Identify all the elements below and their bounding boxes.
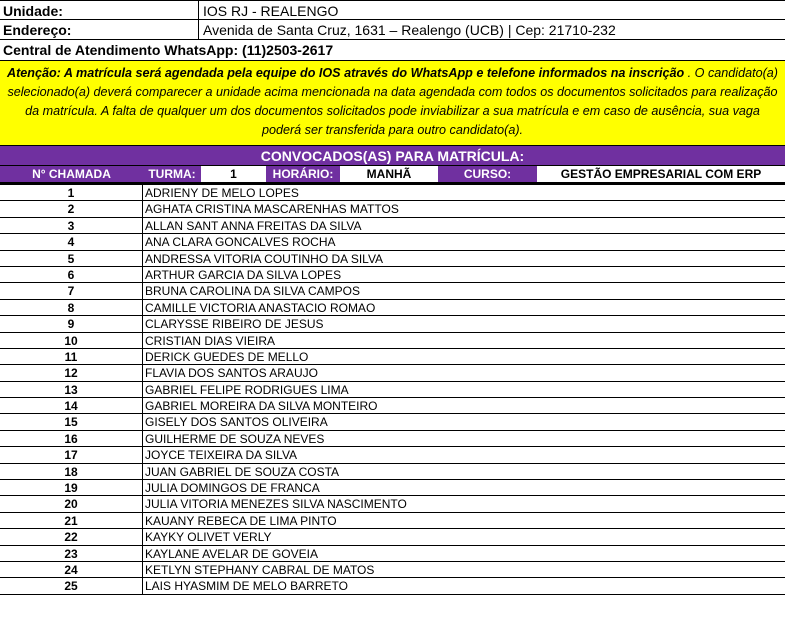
chamada-number: 18 [0, 464, 143, 479]
table-row [0, 578, 785, 594]
candidate-name: DERICK GUEDES DE MELLO [145, 349, 309, 364]
candidate-name: GABRIEL FELIPE RODRIGUES LIMA [145, 382, 349, 397]
table-row [0, 414, 785, 430]
chamada-number: 11 [0, 349, 143, 364]
candidate-name: CLARYSSE RIBEIRO DE JESUS [145, 317, 324, 332]
table-row [0, 201, 785, 217]
endereco-row [0, 20, 785, 40]
candidate-name: GABRIEL MOREIRA DA SILVA MONTEIRO [145, 399, 378, 414]
turma-value: 1 [201, 166, 266, 182]
table-row [0, 218, 785, 234]
notice-bold: Atenção: A matrícula será agendada pela equipe do IOS através do WhatsApp e telefone informados na inscrição [6, 66, 685, 80]
table-row [0, 349, 785, 365]
table-row [0, 382, 785, 398]
table-header [0, 166, 785, 183]
candidate-name: GUILHERME DE SOUZA NEVES [145, 431, 325, 446]
table-row [0, 185, 785, 201]
curso-value: GESTÃO EMPRESARIAL COM ERP [537, 166, 785, 182]
chamada-number: 8 [0, 300, 143, 315]
table-row [0, 546, 785, 562]
chamada-number: 14 [0, 398, 143, 413]
chamada-number: 9 [0, 316, 143, 331]
table-row [0, 464, 785, 480]
chamada-number: 10 [0, 333, 143, 348]
table-row [0, 267, 785, 283]
notice-box [0, 61, 785, 146]
chamada-number: 12 [0, 365, 143, 380]
candidate-name: GISELY DOS SANTOS OLIVEIRA [145, 415, 328, 430]
candidate-name: KAUANY REBECA DE LIMA PINTO [145, 513, 337, 528]
table-row [0, 447, 785, 463]
chamada-number: 6 [0, 267, 143, 282]
candidate-name: FLAVIA DOS SANTOS ARAUJO [145, 366, 318, 381]
notice-text: . O candidato(a) selecionado(a) deverá comparecer a unidade acima mencionada na data agendada com todos os documentos solicitados para realização da matrícula. A falta de qualquer um dos documentos solicitados pode inviabilizar a sua matrícula e em caso de ausência, sua vaga poderá ser transferida para outro candidato(a). [7, 66, 778, 137]
whatsapp-line: Central de Atendimento WhatsApp: (11)2503-2617 [0, 40, 785, 61]
chamada-number: 4 [0, 234, 143, 249]
chamada-number: 16 [0, 431, 143, 446]
candidate-list [0, 183, 785, 595]
section-title: CONVOCADOS(AS) PARA MATRÍCULA: [0, 146, 785, 166]
unidade-row [0, 0, 785, 20]
endereco-label: Endereço: [0, 20, 199, 39]
candidate-name: KAYKY OLIVET VERLY [145, 530, 272, 545]
table-row [0, 234, 785, 250]
candidate-name: JUAN GABRIEL DE SOUZA COSTA [145, 464, 340, 479]
candidate-name: ARTHUR GARCIA DA SILVA LOPES [145, 267, 342, 282]
unidade-label: Unidade: [0, 1, 199, 19]
chamada-number: 2 [0, 201, 143, 216]
candidate-name: ADRIENY DE MELO LOPES [145, 186, 299, 200]
table-row [0, 496, 785, 512]
table-row [0, 562, 785, 578]
candidate-name: KAYLANE AVELAR DE GOVEIA [145, 546, 318, 561]
chamada-number: 25 [0, 578, 143, 593]
horario-label: HORÁRIO: [266, 166, 340, 182]
endereco-value: Avenida de Santa Cruz, 1631 – Realengo (UCB) | Cep: 21710-232 [203, 22, 616, 38]
chamada-number: 1 [0, 185, 143, 200]
table-row [0, 529, 785, 545]
candidate-name: CRISTIAN DIAS VIEIRA [145, 333, 276, 348]
table-row [0, 431, 785, 447]
candidate-name: LAIS HYASMIM DE MELO BARRETO [145, 579, 348, 594]
candidate-name: KETLYN STEPHANY CABRAL DE MATOS [145, 562, 375, 577]
chamada-number: 17 [0, 447, 143, 462]
table-row [0, 300, 785, 316]
chamada-number: 24 [0, 562, 143, 577]
table-row [0, 513, 785, 529]
chamada-number: 3 [0, 218, 143, 233]
table-row [0, 283, 785, 299]
turma-label: TURMA: [143, 166, 201, 182]
chamada-number: 13 [0, 382, 143, 397]
curso-label: CURSO: [438, 166, 537, 182]
table-row [0, 365, 785, 381]
chamada-number: 19 [0, 480, 143, 495]
chamada-number: 21 [0, 513, 143, 528]
candidate-name: BRUNA CAROLINA DA SILVA CAMPOS [145, 284, 360, 299]
candidate-name: JULIA DOMINGOS DE FRANCA [145, 481, 320, 496]
table-row [0, 398, 785, 414]
table-row [0, 480, 785, 496]
candidate-name: ANA CLARA GONCALVES ROCHA [145, 235, 336, 250]
chamada-number: 5 [0, 251, 143, 266]
chamada-number: 15 [0, 414, 143, 429]
chamada-number: 20 [0, 496, 143, 511]
chamada-number: 22 [0, 529, 143, 544]
horario-value: MANHÃ [340, 166, 438, 182]
candidate-name: JOYCE TEIXEIRA DA SILVA [145, 448, 298, 463]
candidate-name: AGHATA CRISTINA MASCARENHAS MATTOS [145, 202, 399, 217]
candidate-name: CAMILLE VICTORIA ANASTACIO ROMAO [145, 300, 376, 315]
table-row [0, 251, 785, 267]
candidate-name: JULIA VITORIA MENEZES SILVA NASCIMENTO [145, 497, 407, 512]
candidate-name: ALLAN SANT ANNA FREITAS DA SILVA [145, 218, 362, 233]
table-row [0, 316, 785, 332]
chamada-header: N° CHAMADA [0, 166, 143, 182]
table-row [0, 333, 785, 349]
candidate-name: ANDRESSA VITORIA COUTINHO DA SILVA [145, 251, 384, 266]
unidade-value: IOS RJ - REALENGO [203, 3, 339, 19]
chamada-number: 7 [0, 283, 143, 298]
chamada-number: 23 [0, 546, 143, 561]
